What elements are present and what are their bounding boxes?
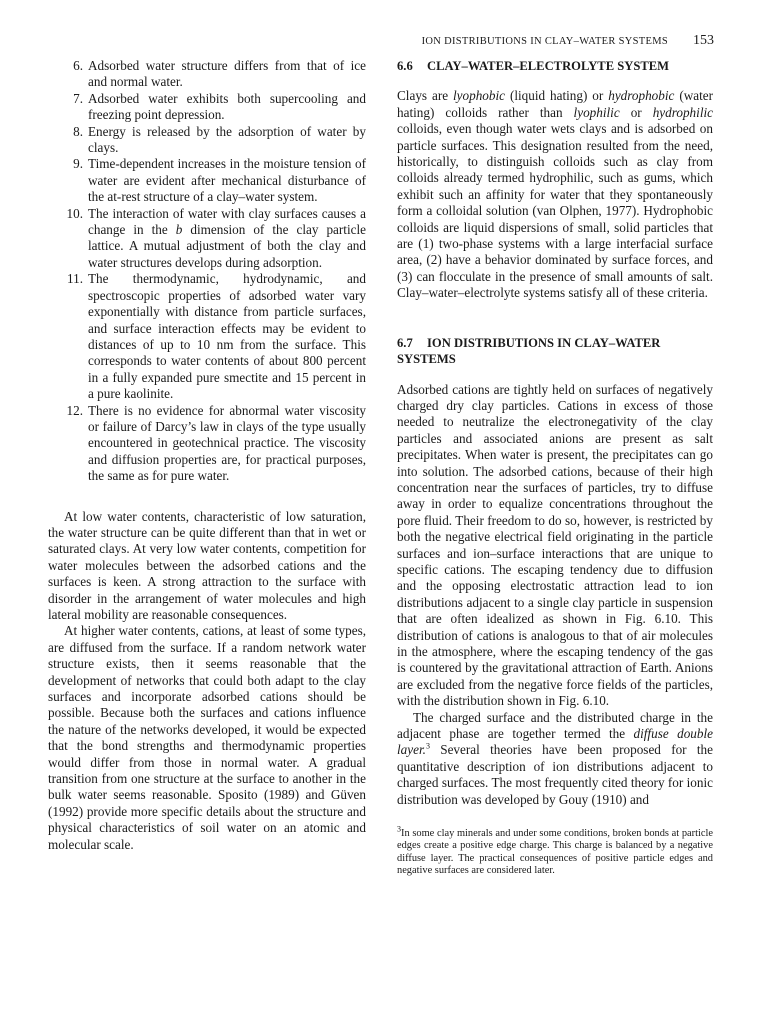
italic-term: hydrophilic [652,104,713,120]
italic-term: lyophobic [453,88,506,104]
list-item-text: Adsorbed water structure differs from that of ice and normal water. [88,58,366,90]
list-item [48,271,366,402]
list-item [48,124,366,157]
spacer [397,808,713,828]
list-item-number: 10. [66,205,83,221]
text-run: Several theories have been proposed for the quantitative description of ion distributions adjacent to charged surfaces. The most frequently cited theory for ionic distribution was developed by Gouy (1910) and [397,742,713,807]
text-run: dimension of the clay particle lattice. A mutual adjustment of both the clay and water structures develops during adsorption. [88,222,366,270]
list-item-text: The thermodynamic, hydrodynamic, and spectroscopic properties of adsorbed water vary exponentially with distance from particle surfaces, and surface interaction effects may be evident to distances of up to 10 nm from the surface. This corresponds to water contents of about 800 percent in a fully expanded pure smectite and 15 percent in a pure kaolinite. [88,271,366,402]
list-item-number: 6. [73,58,83,73]
list-item [48,156,366,205]
section-title: CLAY–WATER–ELECTROLYTE SYSTEM [427,59,670,73]
footnote-ref: 3 [425,742,430,752]
italic-b: b [175,222,183,238]
property-list [48,58,366,485]
list-item [48,58,366,91]
list-item [48,91,366,124]
body-paragraph [397,710,713,808]
list-item-text: There is no evidence for abnormal water viscosity or failure of Darcy’s law in clays of the type usually encountered in geotechnical practice. The viscosity and diffusion properties are, for practical purposes, the same as for pure water. [88,402,366,484]
section-heading-6-7 [397,335,713,368]
section-heading-6-6 [397,58,713,74]
text-run: colloids, even though water wets clays and is adsorbed on particle surfaces. This designation resulted from the need, historically, to distinguish colloids such as clay from colloids already termed hydrophilic, such as gums, which exhibit such an affinity for water that they spontaneously form a colloidal solution (van Olphen, 1977). Hydrophobic colloids are liquid dispersions of small, solid particles that are (1) two-phase systems with a large interfacial surface area, (2) have a behavior dominated by surface forces, and (3) can flocculate in the presence of small amounts of salt. Clay–water–electrolyte systems satisfy all of these criteria. [397,121,713,301]
text-run: or [619,104,653,120]
spacer [397,74,713,88]
section-number: 6.7 [397,335,413,350]
body-paragraph: Adsorbed cations are tightly held on surfaces of negatively charged dry clay particles. Cations in excess of those needed to neutralize the electronegativity of the clay particles and associated anions are present as salt precipitates. When water is present, the precipitates can go into solution. The adsorbed cations, because of their high concentration near the surfaces of particles, try to diffuse away in order to equalize concentrations throughout the pore fluid. Their freedom to do so, however, is restricted by both the negative electrical field originating in the particle surfaces and ion–surface interactions that are unique to specific cations. The escaping tendency due to diffusion and the opposing electrostatic attraction lead to ion distributions adjacent to a single clay particle in suspension that are often idealized as shown in Fig. 6.10. This distribution of cations is analogous to that of air molecules in the atmosphere, where the escaping tendency of the gas is countered by the gravitational attraction of Earth. Anions are excluded from the negative force fields of the particles, with the distribution shown in Fig. 6.10. [397,381,713,709]
spacer [397,302,713,335]
list-item-number: 9. [73,156,83,172]
body-paragraph: At higher water contents, cations, at least of some types, are diffused from the surface. If a random network water structure exists, then it seems reasonable that the development of networks that could both adapt to the clay surfaces and incorporate adsorbed cations should be possible. Because both the surfaces and cations influence the nature of the networks developed, it would be expected that the bond strengths and thermodynamic properties would differ from those in normal water. A gradual transition from one structure at the surface to another in the bulk water seems reasonable. Sposito (1989) and Güven (1992) provide more specific details about the structure and physical characteristics of soil water on an atomic and molecular scale. [48,623,366,852]
footnote-mark: 3 [397,824,401,834]
section-title: ION DISTRIBUTIONS IN CLAY–WATER SYSTEMS [397,335,661,367]
list-item [48,403,366,485]
list-item-text: Energy is released by the adsorption of water by clays. [88,123,366,156]
text-run: The charged surface and the distributed charge in the adjacent phase are together termed the [397,709,713,742]
footnote [397,824,713,878]
spacer [48,485,366,509]
list-item [48,206,366,272]
italic-term: diffuse double layer. [397,726,713,758]
footnote-text: In some clay minerals and under some conditions, broken bonds at particle edges create a positive edge charge. This charge is balanced by a negative diffuse layer. The practical consequences of positive particle edges and negative surfaces are considered later. [397,828,713,877]
list-item-text [88,206,366,272]
text-run: The interaction of water with clay surfaces causes a change in the [88,205,366,238]
list-item-text: Adsorbed water exhibits both supercooling and freezing point depression. [88,90,366,123]
list-item-number: 11. [67,271,83,287]
running-head: ION DISTRIBUTIONS IN CLAY–WATER SYSTEMS [421,36,668,47]
section-number: 6.6 [397,59,413,73]
right-column [397,58,713,878]
italic-term: lyophilic [573,104,620,120]
list-item-number: 12. [66,402,83,418]
page-number: 153 [693,33,714,48]
body-paragraph [397,88,713,301]
list-item-number: 7. [73,90,83,106]
text-run: (water hating) colloids rather than [397,88,713,120]
text-run: Clays are [397,88,453,104]
left-column [48,58,366,853]
text-run: (liquid hating) or [505,88,609,104]
spacer [397,368,713,382]
list-item-number: 8. [73,123,83,139]
list-item-text: Time-dependent increases in the moisture tension of water are evident after mechanical disturbance of the at-rest structure of a clay–water system. [88,156,366,205]
page-header [0,33,768,51]
italic-term: hydrophobic [608,88,675,104]
body-paragraph: At low water contents, characteristic of low saturation, the water structure can be quite different than that in wet or saturated clays. At very low water contents, competition for water molecules between the adsorbed cations and the surfaces is keen. A strong attraction to the surface with disorder in the arrangement of water molecules and high lateral mobility are reasonable consequences. [48,508,366,622]
